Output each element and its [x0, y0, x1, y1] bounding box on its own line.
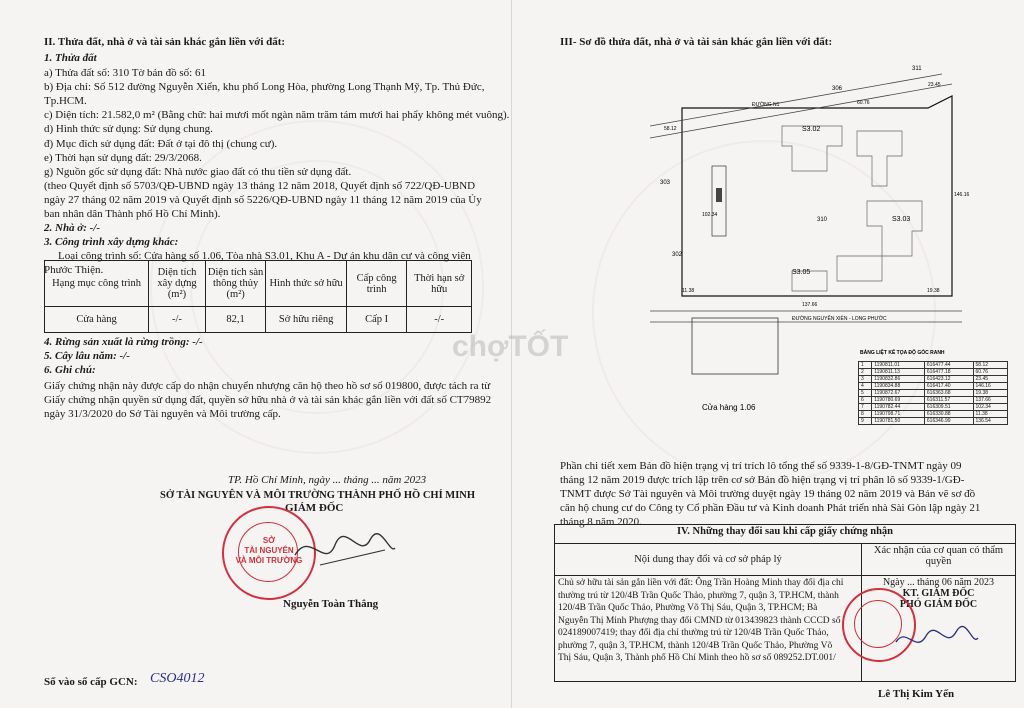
- legend-cell: 19.38: [973, 390, 1007, 397]
- origin-note-1: (theo Quyết định số 5703/QĐ-UBND ngày 13 tháng 12 năm 2018, Quyết định số 722/QĐ-UBND: [44, 180, 476, 192]
- issuing-authority: SỞ TÀI NGUYÊN VÀ MÔI TRƯỜNG THÀNH PHỐ HỒ CHÍ MINH: [160, 490, 476, 501]
- legend-cell: 8: [859, 411, 872, 418]
- shop-caption: Cửa hàng 1.06: [702, 403, 756, 412]
- shop-floorplan: [692, 318, 778, 374]
- legend-cell: 1: [859, 362, 872, 369]
- legend-cell: 58.12: [973, 362, 1007, 369]
- legend-cell: 1190781.50: [872, 418, 925, 425]
- legend-cell: 616363.68: [924, 390, 973, 397]
- change-line: Thị Sáu, Quận 3, Thành phố Hồ Chí Minh theo hồ sơ số 089252.DT.001/: [558, 653, 836, 663]
- table-cell: Cấp I: [346, 307, 407, 333]
- table-row: [45, 307, 472, 333]
- legend-cell: 136.54: [973, 418, 1007, 425]
- change-content: [555, 576, 862, 682]
- usage-purpose: đ) Mục đích sử dụng đất: Đất ở tại đô thị (chung cư).: [44, 138, 278, 150]
- header-cell: Hình thức sở hữu: [266, 261, 346, 307]
- parcel-number: a) Thửa đất số: 310 Tờ bản đồ số: 61: [44, 67, 206, 79]
- map-label-302: 302: [672, 252, 683, 258]
- change-line: thường trú từ 120/4B Trần Quốc Thảo, phường 7, quận 3, TP.HCM, thành: [558, 590, 839, 601]
- legend-cell: 6: [859, 397, 872, 404]
- legend-cell: 1190872.67: [872, 390, 925, 397]
- legend-cell: 9: [859, 418, 872, 425]
- section-title: II. Thửa đất, nhà ở và tài sản khác gắn liền với đất:: [44, 36, 286, 48]
- origin-note-2: ngày 27 tháng 02 năm 2019 và Quyết định số 5226/QĐ-UBND ngày 11 tháng 12 năm 2019 của Ủy: [44, 194, 482, 206]
- gcn-label: Số vào sổ cấp GCN:: [44, 676, 138, 688]
- construction-heading: 3. Công trình xây dựng khác:: [44, 236, 179, 248]
- detail-para-3: TNMT được Sở Tài nguyên và Môi trường duyệt ngày 19 tháng 02 năm 2019 và Bản vẽ sơ đồ: [560, 488, 976, 500]
- shop-highlight: [716, 188, 722, 202]
- map-label-s303: S3.03: [892, 216, 911, 223]
- legend-cell: 616477.44: [924, 362, 973, 369]
- table-cell: 82,1: [205, 307, 266, 333]
- legend-title: BẢNG LIỆT KÊ TỌA ĐỘ GÓC RANH: [860, 350, 945, 356]
- map-dim: 23.45: [928, 82, 941, 88]
- legend-row: [859, 376, 1008, 383]
- stamp-line: TÀI NGUYÊN: [244, 546, 294, 555]
- legend-row: [859, 411, 1008, 418]
- map-label-303: 303: [660, 180, 671, 186]
- legend-cell: 2: [859, 369, 872, 376]
- building-outlines: [782, 126, 922, 291]
- forest-heading: 4. Rừng sản xuất là rừng trồng: -/-: [44, 336, 203, 348]
- legend-row: [859, 397, 1008, 404]
- note-line-2: Giấy chứng nhận quyền sử dụng đất, quyền sở hữu nhà ở và tài sản khác gắn liền với đất số CT79892: [44, 394, 492, 406]
- legend-row: [859, 418, 1008, 425]
- change-line: Chủ sở hữu tài sản gắn liền với đất: Ông Trần Hoàng Minh thay đổi địa chỉ: [558, 578, 844, 588]
- change-line: Nguyễn Thị Minh Phượng thay đổi CMND từ 013439823 thành CCCD số: [558, 615, 841, 626]
- detail-para-4: căn hộ chung cư do Công ty Cổ phần Đầu tư và Kinh doanh Phát triển nhà Sài Gòn lập ngày 21: [560, 502, 981, 514]
- chotot-watermark: chợTỐT: [452, 330, 569, 363]
- map-dim: 60.76: [857, 100, 870, 106]
- legend-cell: 1190782.44: [872, 404, 925, 411]
- map-label-s305: S3.05: [792, 269, 811, 276]
- change-line: phường 7, quận 3, TP.HCM, thành 120/4B Trần Quốc Thảo, Phường Võ: [558, 640, 833, 651]
- map-dim: 146.16: [954, 192, 970, 198]
- legend-cell: 1190811.01: [872, 362, 925, 369]
- legend-cell: 1190834.88: [872, 383, 925, 390]
- header-cell: Diện tích sàn thông thủy (m²): [205, 261, 266, 307]
- usage-term: e) Thời hạn sử dụng đất: 29/3/2068.: [44, 152, 202, 164]
- stamp-line: VÀ MÔI TRƯỜNG: [235, 556, 303, 565]
- table-cell: -/-: [407, 307, 472, 333]
- table-cell: -/-: [149, 307, 206, 333]
- land-parcel-heading: 1. Thửa đất: [44, 52, 97, 64]
- header-cell: Diện tích xây dựng (m²): [149, 261, 206, 307]
- map-dim: 11.38: [682, 288, 695, 294]
- section-title-iii: III- Sơ đồ thửa đất, nhà ở và tài sản khác gắn liền với đất:: [560, 36, 833, 48]
- legend-cell: 7: [859, 404, 872, 411]
- detail-para-2: tháng 12 năm 2019 được trích lập trên cơ sở Bản đồ hiện trạng vị trí phân lô số 9339-1/GĐ-: [560, 474, 965, 486]
- legend-cell: 11.38: [973, 411, 1007, 418]
- map-road-n1: ĐƯỜNG N1: [752, 102, 780, 108]
- change-line: 120/4B Trần Quốc Thảo, Phường Võ Thị Sáu, Quận 3, TP.HCM; Bà: [558, 603, 818, 613]
- map-dim: 19.38: [927, 288, 940, 294]
- detail-para-1: Phần chi tiết xem Bản đồ hiện trạng vị trí trích lô tổng thể số 9339-1-8/GĐ-TNMT ngày 09: [560, 460, 962, 472]
- legend-cell: 616346.99: [924, 418, 973, 425]
- legend-cell: 3: [859, 376, 872, 383]
- usage-form: d) Hình thức sử dụng: Sử dụng chung.: [44, 123, 213, 135]
- table-cell: Cửa hàng: [45, 307, 149, 333]
- legend-row: [859, 362, 1008, 369]
- legend-cell: 4: [859, 383, 872, 390]
- director-signature: [290, 520, 400, 580]
- note-line-3: ngày 31/3/2020 do Sở Tài nguyên và Môi trường cấp.: [44, 408, 281, 420]
- construction-line-1: Loại công trình số: Cửa hàng số 1.06, Tòa nhà S3.01, Khu A - Dự án khu dân cư và công viên: [58, 250, 471, 262]
- notes-heading: 6. Ghi chú:: [44, 364, 96, 376]
- note-line-1: Giấy chứng nhận này được cấp do nhận chuyển nhượng căn hộ theo hồ sơ số 019800, được tách ra từ: [44, 380, 491, 392]
- legend-cell: 1190832.86: [872, 376, 925, 383]
- detail-para-5: tháng 8 năm 2020.: [560, 516, 642, 528]
- confirm-col-header: Xác nhận của cơ quan có thẩm quyền: [862, 544, 1016, 576]
- legend-row: [859, 383, 1008, 390]
- area: c) Diện tích: 21.582,0 m² (Bằng chữ: hai mươi mốt ngàn năm trăm tám mươi hai phẩy không mét vuông).: [44, 109, 510, 121]
- change-col-header: Nội dung thay đổi và cơ sở pháp lý: [555, 544, 862, 576]
- changes-title: IV. Những thay đổi sau khi cấp giấy chứng nhận: [555, 525, 1016, 544]
- deputy-signature: [892, 620, 982, 660]
- map-dim: 137.66: [802, 302, 818, 308]
- gcn-number: CSO4012: [150, 671, 205, 686]
- road-line: [650, 84, 952, 138]
- legend-cell: 616309.51: [924, 404, 973, 411]
- address-line-1: b) Địa chỉ: Số 512 đường Nguyễn Xiển, khu phố Long Hòa, phường Long Thạnh Mỹ, Tp. Thủ Đức,: [44, 81, 485, 93]
- director-title: GIÁM ĐỐC: [285, 502, 344, 514]
- deputy-signer-name: Lê Thị Kim Yến: [878, 688, 955, 700]
- map-label-310: 310: [817, 217, 828, 223]
- issue-date: TP. Hồ Chí Minh, ngày ... tháng ... năm 2023: [228, 474, 427, 486]
- confirm-title-1: KT. GIÁM ĐỐC: [902, 588, 975, 599]
- address-line-2: Tp.HCM.: [44, 95, 87, 107]
- legend-cell: 23.45: [973, 376, 1007, 383]
- header-cell: Hạng mục công trình: [45, 261, 149, 307]
- stamp-line: SỞ: [262, 536, 276, 545]
- construction-line-2: Phước Thiện.: [44, 264, 104, 276]
- legend-row: [859, 404, 1008, 411]
- table-header-row: [45, 261, 472, 307]
- legend-cell: 5: [859, 390, 872, 397]
- origin-note-3: ban nhân dân Thành phố Hồ Chí Minh).: [44, 208, 221, 220]
- signer-name: Nguyễn Toàn Thắng: [283, 598, 379, 610]
- change-line: 024189007419; thay đổi địa chỉ thường trú từ 120/4B Trần Quốc Thảo,: [558, 628, 829, 638]
- legend-cell: 146.16: [973, 383, 1007, 390]
- legend-cell: 60.76: [973, 369, 1007, 376]
- road-line: [650, 74, 942, 126]
- legend-cell: 1190798.71: [872, 411, 925, 418]
- header-cell: Cấp công trình: [346, 261, 407, 307]
- confirm-date: Ngày ... tháng 06 năm 2023: [882, 577, 995, 588]
- legend-cell: 616477.18: [924, 369, 973, 376]
- legend-cell: 616330.88: [924, 411, 973, 418]
- coordinate-legend: [858, 361, 1008, 425]
- map-street: ĐƯỜNG NGUYỄN XIỂN - LONG PHƯỚC: [792, 316, 887, 322]
- map-dim: 58.12: [664, 126, 677, 132]
- legend-cell: 1190811.13: [872, 369, 925, 376]
- confirm-title-2: PHÓ GIÁM ĐỐC: [899, 599, 978, 610]
- house-heading: 2. Nhà ở: -/-: [44, 222, 101, 234]
- construction-table: [44, 260, 472, 333]
- legend-row: [859, 390, 1008, 397]
- legend-cell: 1190780.69: [872, 397, 925, 404]
- map-dim: 102.34: [702, 212, 718, 218]
- legend-cell: 616417.40: [924, 383, 973, 390]
- map-label-306: 306: [832, 86, 843, 92]
- legend-cell: 616423.12: [924, 376, 973, 383]
- legend-cell: 616311.57: [924, 397, 973, 404]
- legend-row: [859, 369, 1008, 376]
- table-cell: Sở hữu riêng: [266, 307, 346, 333]
- right-page: [452, 0, 1024, 708]
- map-label-311: 311: [912, 66, 922, 72]
- legend-cell: 137.66: [973, 397, 1007, 404]
- land-origin: g) Nguồn gốc sử dụng đất: Nhà nước giao đất có thu tiền sử dụng đất.: [44, 166, 352, 178]
- map-label-s302: S3.02: [802, 126, 821, 133]
- perennial-heading: 5. Cây lâu năm: -/-: [44, 350, 130, 362]
- legend-cell: 102.34: [973, 404, 1007, 411]
- header-cell: Thời hạn sở hữu: [407, 261, 472, 307]
